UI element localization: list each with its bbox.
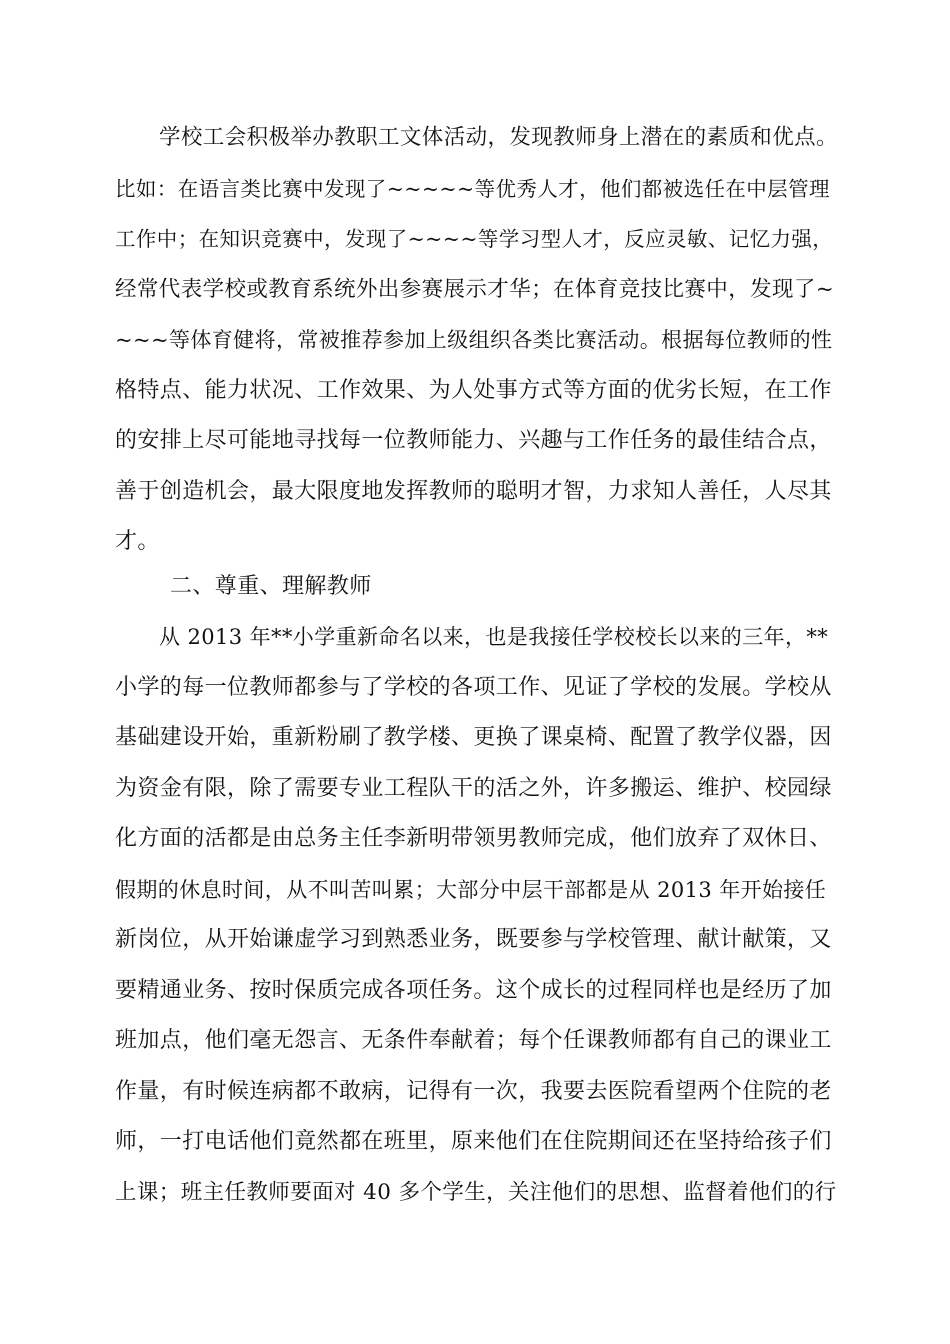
text-line: 新岗位，从开始谦虚学习到熟悉业务，既要参与学校管理、献计献策，又 bbox=[115, 927, 832, 952]
text-line: 作量，有时候连病都不敢病，记得有一次，我要去医院看望两个住院的老 bbox=[115, 1078, 832, 1104]
text-line: 上课；班主任教师要面对 40 多个学生，关注他们的思想、监督着他们的行 bbox=[115, 1179, 837, 1205]
text-line: 的安排上尽可能地寻找每一位教师能力、兴趣与工作任务的最佳结合点， bbox=[115, 428, 832, 453]
text-line: 假期的休息时间，从不叫苦叫累；大部分中层干部都是从 2013 年开始接任 bbox=[115, 877, 827, 902]
text-line: 化方面的活都是由总务主任李新明带领男教师完成，他们放弃了双休日、 bbox=[115, 826, 832, 851]
text-line: ~~~等体育健将，常被推荐参加上级组织各类比赛活动。根据每位教师的性 bbox=[115, 328, 833, 352]
text-line: 格特点、能力状况、工作效果、为人处事方式等方面的优劣长短，在工作 bbox=[115, 377, 832, 403]
text-line: 经常代表学校或教育系统外出参赛展示才华；在体育竞技比赛中，发现了~ bbox=[115, 276, 835, 302]
section-heading: 二、尊重、理解教师 bbox=[170, 574, 372, 599]
text-line: 师，一打电话他们竟然都在班里，原来他们在住院期间还在坚持给孩子们 bbox=[115, 1129, 832, 1154]
text-line: 比如：在语言类比赛中发现了~~~~~等优秀人才，他们都被选任在中层管理 bbox=[115, 176, 830, 201]
text-line: 工作中；在知识竞赛中，发现了~~~~等学习型人才，反应灵敏、记忆力强， bbox=[115, 227, 834, 251]
paragraph-respect-teachers bbox=[115, 612, 840, 1218]
text-line: 班加点，他们毫无怨言、无条件奉献着；每个任课教师都有自己的课业工 bbox=[115, 1028, 832, 1053]
text-line: 才。 bbox=[115, 529, 160, 554]
text-line: 从 2013 年**小学重新命名以来，也是我接任学校校长以来的三年，** bbox=[159, 625, 829, 649]
text-line: 学校工会积极举办教职工文体活动，发现教师身上潜在的素质和优点。 bbox=[159, 125, 838, 150]
text-line: 要精通业务、按时保质完成各项任务。这个成长的过程同样也是经历了加 bbox=[115, 977, 832, 1003]
paragraph-talent-discovery bbox=[115, 113, 840, 568]
text-line: 小学的每一位教师都参与了学校的各项工作、见证了学校的发展。学校从 bbox=[115, 674, 832, 700]
text-line: 善于创造机会，最大限度地发挥教师的聪明才智，力求知人善任，人尽其 bbox=[115, 478, 832, 504]
text-line: 为资金有限，除了需要专业工程队干的活之外，许多搬运、维护、校园绿 bbox=[115, 775, 832, 801]
text-line: 基础建设开始，重新粉刷了教学楼、更换了课桌椅、配置了教学仪器，因 bbox=[115, 725, 832, 750]
